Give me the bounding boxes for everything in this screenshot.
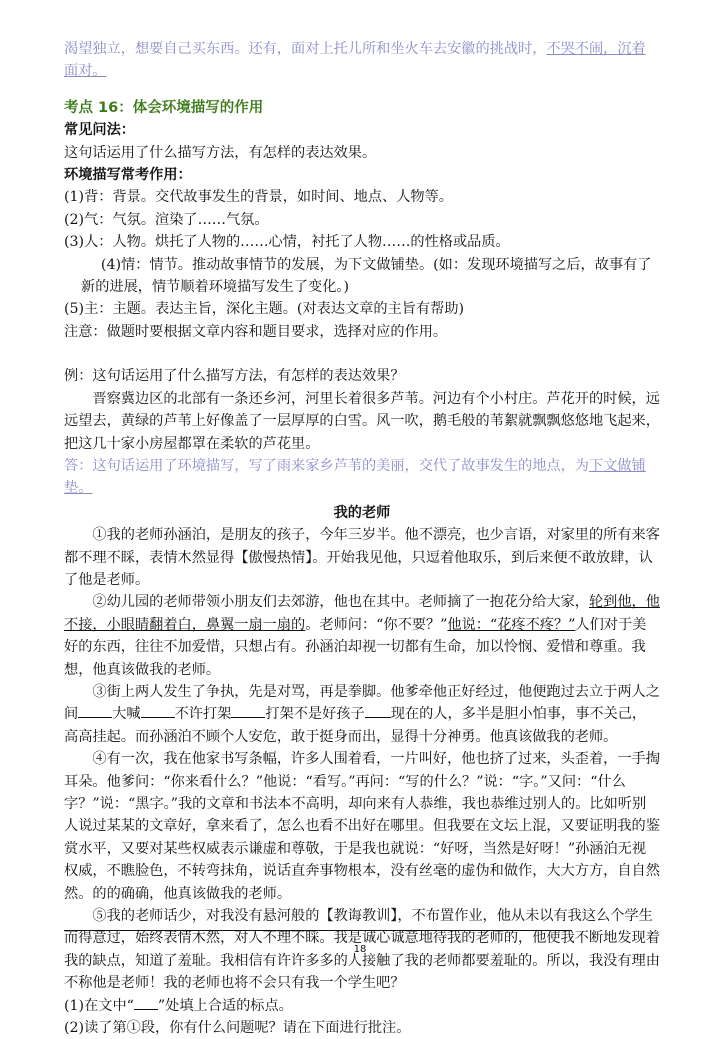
q1-text-a: (1)在文中“: [64, 997, 134, 1014]
roles-label: 环境描写常考作用：: [64, 167, 192, 184]
q1-text-b: ”处填上合适的标点。: [157, 997, 293, 1014]
question-1: [64, 995, 660, 1017]
punctuation-blank[interactable]: [365, 703, 391, 718]
section-title: 考点 16：体会环境描写的作用: [64, 99, 264, 116]
page-content: [64, 38, 660, 1039]
role-item: (2)气：气氛。渲染了……气氛。: [64, 211, 269, 228]
example-question: 例：这句话运用了什么描写方法，有怎样的表达效果？: [64, 368, 405, 385]
previous-answer-underlined-end: 面对。: [64, 63, 107, 80]
article-paragraph-1: ①我的老师孙涵泊，是朋友的孩子，今年三岁半。他不漂亮，也少言语，对家里的所有来客都不理不睬，表情木然显得【傲慢热情】。开始我见他，只逗着他取乐，到后来便不敢放肆，认了他是老师。: [64, 527, 660, 588]
spacer: [64, 343, 660, 365]
previous-answer-text: 渴望独立，想要自己买东西。还有，面对上托儿所和坐火车去安徽的挑战时，: [64, 41, 547, 57]
footer-rule: [64, 930, 572, 931]
page-number: 18: [353, 944, 367, 955]
example-answer-underlined: 下文做铺垫。: [64, 457, 646, 497]
question-2: (2)读了第①段，你有什么问题呢？请在下面进行批注。: [64, 1020, 411, 1037]
punctuation-blank-example: [134, 995, 158, 1010]
role-item: [64, 254, 660, 299]
p2-text-b: 。老师问：“你不要？”: [305, 616, 448, 633]
p2-text-a: ②幼儿园的老师带领小朋友们去郊游，他也在其中。老师摘了一抱花分给大家，: [92, 594, 589, 611]
role-item: (5)主：主题。表达主旨，深化主题。(对表达文章的主旨有帮助): [64, 301, 465, 318]
p2-underlined-1: 轮到他，他不接，小眼睛翻着白，鼻翼一扇一扇的: [64, 594, 660, 633]
previous-answer-underlined: 不哭不闹，沉着: [546, 41, 646, 57]
common-question-text: 这句话运用了什么描写方法，有怎样的表达效果。: [64, 144, 377, 161]
common-question-label: 常见问法：: [64, 122, 135, 139]
article-paragraph-4: ④有一次，我在他家书写条幅，许多人围着看，一片叫好，他也挤了过来，头歪着，一手掏耳朵。他爹问：“你来看什么？”他说：“看写。”再问：“写的什么？”说：“字。”又问：“什么字？”说：“黑字。”我的文章和书法本不高明，却向来有人恭维，我也恭维过别人的。比如听别人说过某某的文章好，拿来看了，怎么也看不出好在哪里。但我要在文坛上混，又要证明我的鉴赏水平，又要对某些权威表示谦虚和尊敬，于是我也就说：“好呀，当然是好呀！”孙涵泊无视权威，不瞧脸色，不转弯抹角，说话直奔事物根本，没有丝毫的虚伪和做作，大大方方，自自然然。的的确确，他真该做我的老师。: [64, 751, 660, 902]
role-item-text: (4)情：情节。推动故事情节的发展，为下文做铺垫。(如：发现环境描写之后，故事有了新的进展，情节顺着环境描写发生了变化。): [81, 256, 652, 296]
note-text: 注意：做题时要根据文章内容和题目要求，选择对应的作用。: [64, 323, 448, 340]
role-item: (3)人：人物。烘托了人物的……心情，衬托了人物……的性格或品质。: [64, 234, 510, 251]
role-item: (1)背：背景。交代故事发生的背景，如时间、地点、人物等。: [64, 189, 453, 206]
punctuation-blank[interactable]: [78, 703, 112, 718]
article-paragraph-2: [64, 591, 660, 681]
example-answer: [64, 455, 660, 500]
p3-text-e: 现在的人，多半是胆小怕事，事不关己，高高挂起。而孙涵泊不顾个人安危，敢于挺身而出，显得十分神勇。他真该做我的老师。: [64, 706, 647, 745]
article-title: 我的老师: [333, 504, 391, 521]
article-paragraph-3: [64, 681, 660, 748]
example-passage: 晋察冀边区的北部有一条还乡河，河里长着很多芦苇。河边有个小村庄。芦花开的时候，远远望去，黄绿的芦苇上好像盖了一层厚厚的白雪。风一吹，鹅毛般的苇絮就飘飘悠悠地飞起来，把这几十家小房屋都罩在柔软的芦花里。: [64, 390, 660, 452]
p3-text-c: 不许打架: [174, 706, 232, 723]
p3-text-a: ③街上两人发生了争执，先是对骂，再是拳脚。他爹牵他正好经过，他便跑过去立于两人之间: [64, 683, 660, 723]
article-paragraph-5: ⑤我的老师话少，对我没有悬河般的【教诲教训】，不布置作业，他从未以有我这么个学生而得意过，始终表情木然，对人不理不睬。我是诚心诚意地待我的老师的，他使我不断地发现着我的缺点，知道了羞耻。我相信有许许多多的人接触了我的老师都要羞耻的。所以，我没有理由不称他是老师！我的老师也将不会只有我一个学生吧？: [64, 908, 660, 992]
punctuation-blank[interactable]: [141, 703, 175, 718]
punctuation-blank[interactable]: [231, 703, 265, 718]
p3-text-d: 打架不是好孩子: [265, 706, 365, 723]
p2-underlined-2: 他说：“花疼不疼？”: [447, 616, 576, 633]
previous-answer-continuation: [64, 38, 660, 83]
p2-text-c: 人们对于美好的东西，往往不加爱惜，只想占有。孙涵泊却视一切都有生命，加以怜悯、爱惜和尊重。我想，他真该做我的老师。: [64, 616, 647, 678]
example-answer-text: 答：这句话运用了环境描写，写了雨来家乡芦苇的美丽，交代了故事发生的地点，为: [64, 457, 589, 474]
p3-text-b: 大喊: [112, 706, 141, 723]
